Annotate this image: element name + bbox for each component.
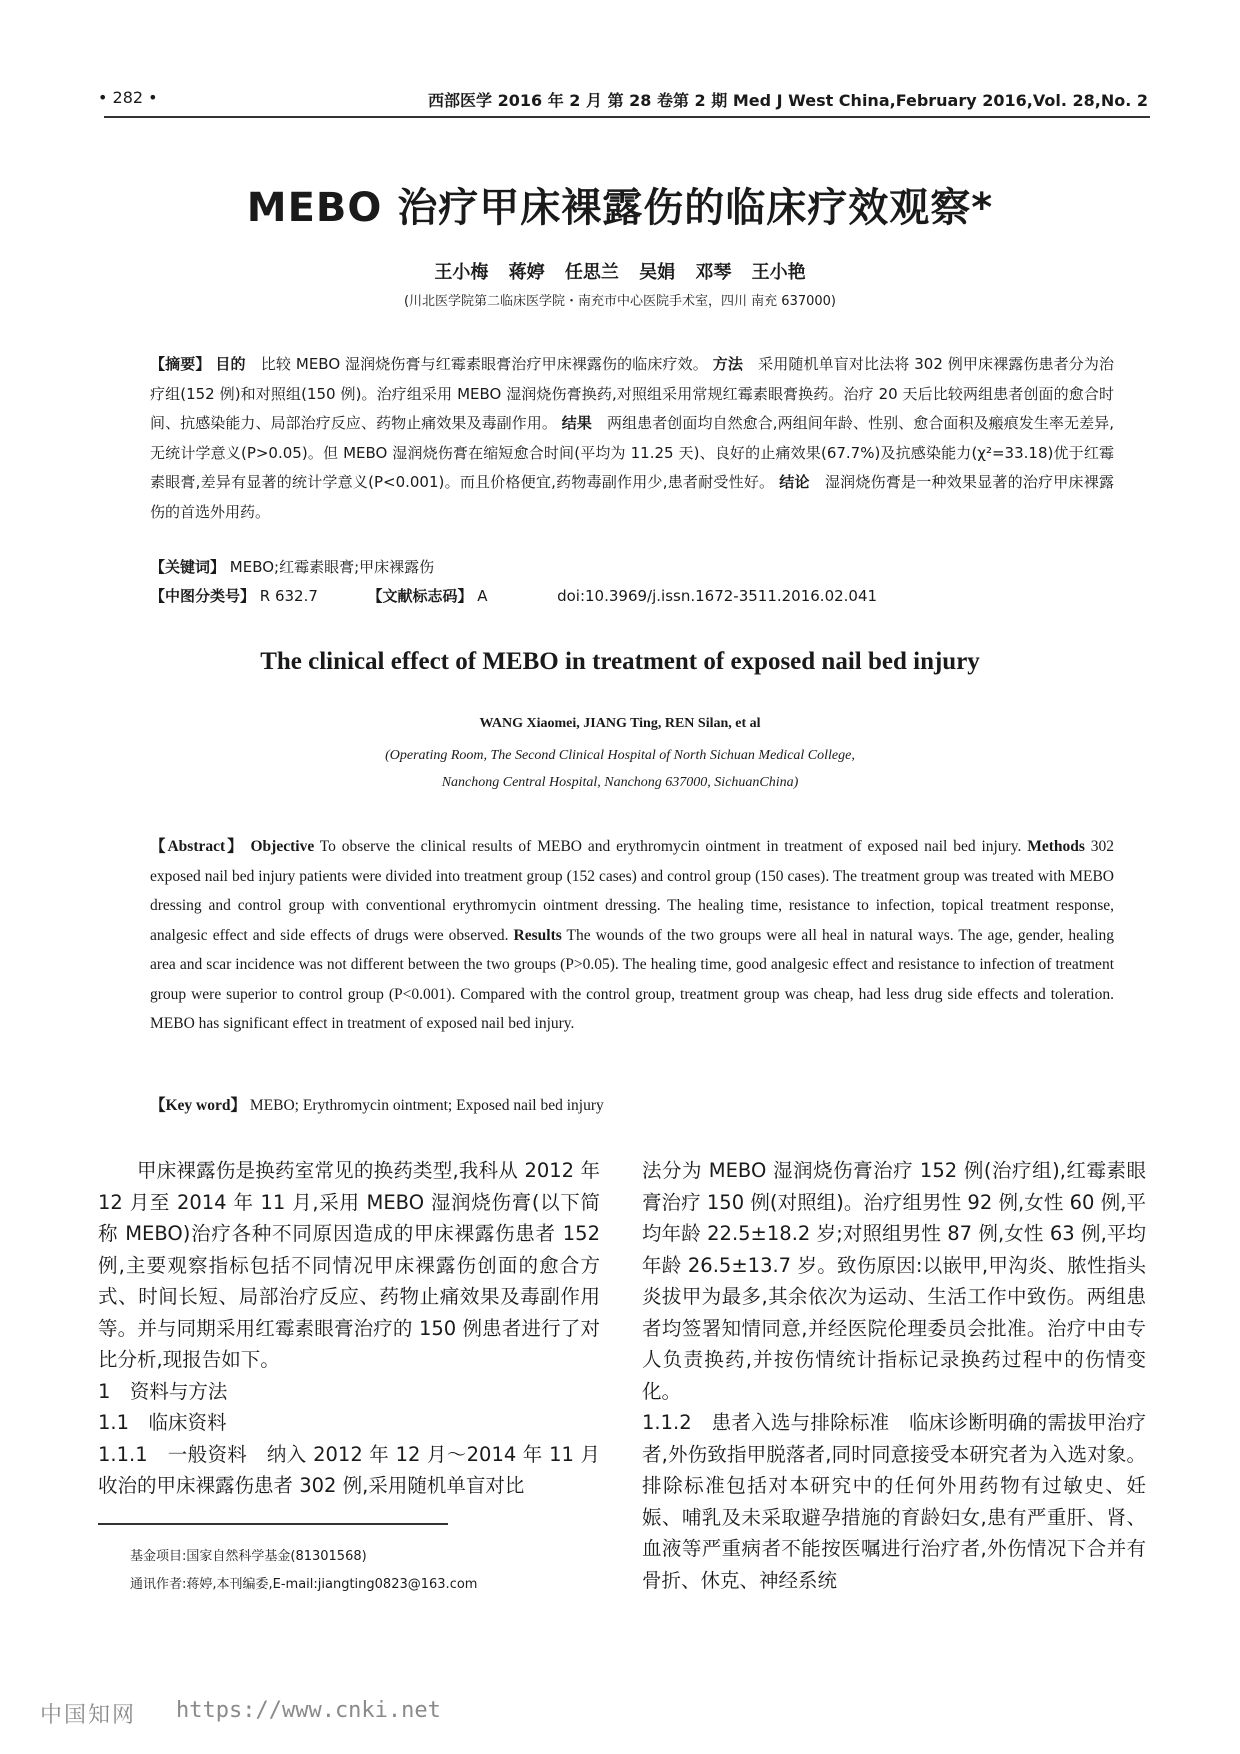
abstract-cn-objective: 比较 MEBO 湿润烧伤膏与红霉素眼膏治疗甲床裸露伤的临床疗效。 xyxy=(245,355,708,373)
abstract-en-objective-label: Objective xyxy=(250,838,315,855)
keywords-cn-label: 【关键词】 xyxy=(150,558,226,576)
inclusion-exclusion-paragraph: 1.1.2 患者入选与排除标准 临床诊断明确的需拔甲治疗者,外伤致指甲脱落者,同时同意接受本研究者为入选对象。排除标准包括对本研究中的任何外用药物有过敏史、妊娠、哺乳及未采取避孕措施的育龄妇女,患有严重肝、肾、血液等严重病者不能按医嘱进行治疗者,外伤情况下合并有骨折、休克、神经系统 xyxy=(642,1411,1146,1592)
affiliation-chinese: (川北医学院第二临床医学院・南充市中心医院手术室，四川 南充 637000) xyxy=(403,294,837,309)
abstract-en-label: 【Abstract】 xyxy=(150,838,245,855)
keywords-cn-text: MEBO;红霉素眼膏;甲床裸露伤 xyxy=(225,558,435,576)
section-heading-methods: 1 资料与方法 xyxy=(98,1379,228,1403)
page-number: • 282 • xyxy=(98,88,158,107)
body-left-column xyxy=(98,1155,600,1502)
keywords-en-label: 【Key word】 xyxy=(150,1097,247,1114)
abstract-en-conclusion: MEBO has significant effect in treatment of exposed nail bed injury. xyxy=(150,1015,575,1032)
classification-code: R 632.7 xyxy=(255,587,318,605)
doi: doi:10.3969/j.issn.1672-3511.2016.02.041 xyxy=(557,587,878,605)
abstract-cn-results: 两组患者创面均自然愈合,两组间年龄、性别、愈合面积及瘢痕发生率无差异,无统计学意义(P>0.05)。但 MEBO 湿润烧伤膏在缩短愈合时间(平均为 11.25 天)、良好的止痛效果(67.7%)及抗感染能力(χ²=33.18)优于红霉素眼膏,差异有显著的统计学意义(P<0.001)。而且价格便宜,药物毒副作用少,患者耐受性好。 xyxy=(150,414,1114,491)
abstract-cn-conclusion: 湿润烧伤膏是一种效果显著的治疗甲床裸露伤的首选外用药。 xyxy=(150,473,1114,521)
subsection-heading-clinical-data: 1.1 临床资料 xyxy=(98,1411,227,1434)
abstract-chinese xyxy=(150,350,1114,527)
keywords-english xyxy=(150,1093,1114,1115)
abstract-en-objective: To observe the clinical results of MEBO and erythromycin ointment in treatment of exposed nail bed injury. xyxy=(314,838,1022,855)
title-chinese: MEBO 治疗甲床裸露伤的临床疗效观察* xyxy=(246,185,994,231)
classification-label: 【中图分类号】 xyxy=(150,587,256,605)
affiliation-english-line-1: (Operating Room, The Second Clinical Hospital of North Sichuan Medical College, xyxy=(385,748,855,763)
general-data-paragraph: 1.1.1 一般资料 纳入 2012 年 12 月～2014 年 11 月收治的甲床裸露伤患者 302 例,采用随机单盲对比 xyxy=(98,1442,600,1497)
authors-chinese: 王小梅 蒋婷 任思兰 吴娟 邓琴 王小艳 xyxy=(434,262,806,283)
abstract-cn-objective-label: 目的 xyxy=(215,355,246,373)
footnote-fund: 基金项目:国家自然科学基金(81301568) xyxy=(130,1549,367,1564)
keywords-en-text: MEBO; Erythromycin ointment; Exposed nail bed injury xyxy=(246,1097,604,1114)
classification-chinese xyxy=(150,585,1114,606)
cnki-watermark-name: 中国知网 xyxy=(40,1703,137,1728)
intro-paragraph: 甲床裸露伤是换药室常见的换药类型,我科从 2012 年 12 月至 2014 年 11 月,采用 MEBO 湿润烧伤膏(以下简称 MEBO)治疗各种不同原因造成的甲床裸露伤患者 152 例,主要观察指标包括不同情况甲床裸露伤创面的愈合方式、时间长短、局部治疗反应、药物止痛效果及毒副作用等。并与同期采用红霉素眼膏治疗的 150 例患者进行了对比分析,现报告如下。 xyxy=(98,1159,600,1371)
footnote-rule xyxy=(98,1523,448,1525)
doc-code: A xyxy=(472,587,488,605)
body-right-column xyxy=(642,1155,1146,1596)
abstract-cn-label: 【摘要】 xyxy=(150,355,211,373)
cnki-watermark-url: https://www.cnki.net xyxy=(176,1698,441,1723)
title-english: The clinical effect of MEBO in treatment of exposed nail bed injury xyxy=(260,648,980,675)
affiliation-english-line-2: Nanchong Central Hospital, Nanchong 637000, SichuanChina) xyxy=(441,775,799,790)
abstract-en-results-label: Results xyxy=(513,926,562,944)
abstract-cn-results-label: 结果 xyxy=(561,414,592,432)
journal-header: 西部医学 2016 年 2 月 第 28 卷第 2 期 Med J West China,February 2016,Vol. 28,No. 2 xyxy=(428,91,1148,110)
abstract-en-methods: 302 exposed nail bed injury patients were divided into treatment group (152 cases) and control group (150 cases). The treatment group was treated with MEBO dressing and control group with conventional erythromycin ointment dressing. The healing time, resistance to infection, topical treatment response, analgesic effect and side effects of drugs were observed. xyxy=(150,838,1115,944)
header-rule xyxy=(104,116,1150,118)
abstract-en-methods-label: Methods xyxy=(1027,838,1085,855)
abstract-english xyxy=(150,832,1114,1039)
grouping-paragraph: 法分为 MEBO 湿润烧伤膏治疗 152 例(治疗组),红霉素眼膏治疗 150 例(对照组)。治疗组男性 92 例,女性 60 例,平均年龄 22.5±18.2 岁;对照组男性 87 例,女性 63 例,平均年龄 26.5±13.7 岁。致伤原因:以嵌甲,甲沟炎、脓性指头炎拔甲为最多,其余依次为运动、生活工作中致伤。两组患者均签署知情同意,并经医院伦理委员会批准。治疗中由专人负责换药,并按伤情统计指标记录换药过程中的伤情变化。 xyxy=(642,1159,1146,1403)
abstract-en-results: The wounds of the two groups were all heal in natural ways. The age, gender, healing area and scar incidence was not different between the two groups (P>0.05). The healing time, good analgesic effect and resistance to infection of treatment group were superior to control group (P<0.001). Compared with the control group, treatment group was cheap, had less drug side effects and toleration. xyxy=(150,926,1114,1003)
abstract-cn-conclusion-label: 结论 xyxy=(779,473,810,491)
footnote-corresponding-author: 通讯作者:蒋婷,本刊编委,E-mail:jiangting0823@163.com xyxy=(130,1577,478,1592)
abstract-cn-methods-label: 方法 xyxy=(712,355,744,373)
abstract-cn-methods: 采用随机单盲对比法将 302 例甲床裸露伤患者分为治疗组(152 例)和对照组(150 例)。治疗组采用 MEBO 湿润烧伤膏换药,对照组采用常规红霉素眼膏换药。治疗 20 天后比较两组患者创面的愈合时间、抗感染能力、局部治疗反应、药物止痛效果及毒副作用。 xyxy=(150,355,1114,432)
authors-english: WANG Xiaomei, JIANG Ting, REN Silan, et al xyxy=(479,716,761,731)
keywords-chinese xyxy=(150,556,1114,577)
doc-code-label: 【文献标志码】 xyxy=(367,587,473,605)
